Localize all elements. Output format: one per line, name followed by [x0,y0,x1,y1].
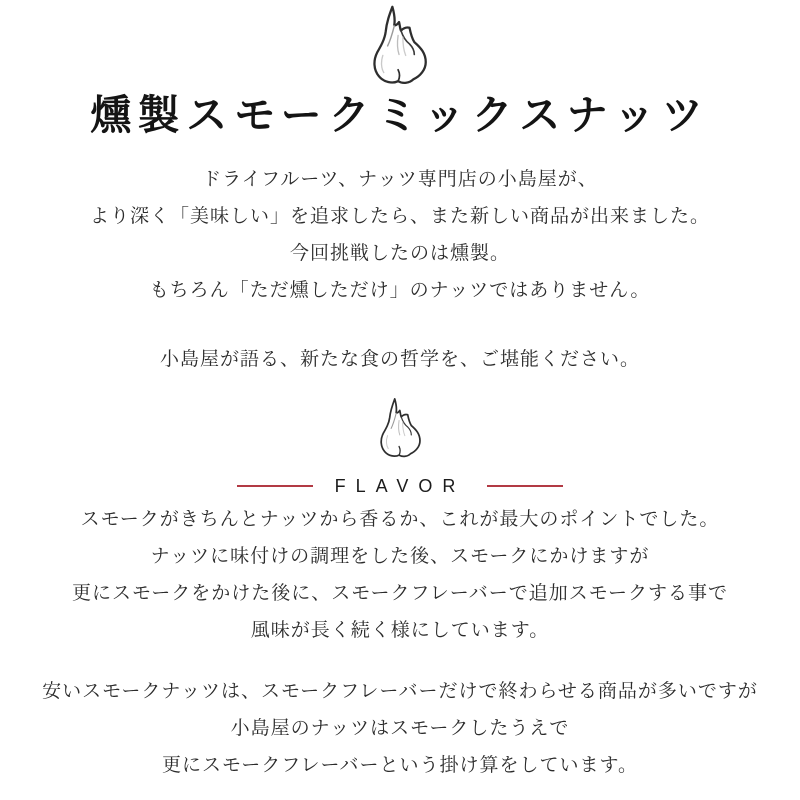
flavor-line: 小島屋のナッツはスモークしたうえで [230,718,570,739]
product-title: 燻製スモークミックスナッツ [90,92,710,138]
intro-line: より深く「美味しい」を追求したら、また新しい商品が出来ました。 [89,206,710,227]
smoke-flame-icon [0,3,800,85]
flavor-paragraph-2 [0,673,800,784]
flavor-line: 安いスモークナッツは、スモークフレーバーだけで終わらせる商品が多いですが [42,681,758,702]
intro-line: もちろん「ただ燻しただけ」のナッツではありません。 [149,280,651,301]
flavor-section-heading [0,474,800,498]
smoke-flame-icon [0,396,800,458]
flavor-line: スモークがきちんとナッツから香るか、これが最大のポイントでした。 [80,509,720,530]
flavor-line: 更にスモークフレーバーという掛け算をしています。 [161,755,638,776]
red-divider-line-right [487,485,563,487]
flavor-line: 更にスモークをかけた後に、スモークフレーバーで追加スモークする事で [71,583,728,604]
red-divider-line-left [237,485,313,487]
tagline: 小島屋が語る、新たな食の哲学を、ご堪能ください。 [159,349,640,370]
intro-line: 今回挑戦したのは燻製。 [289,243,510,264]
flavor-heading-label: FLAVOR [334,475,466,496]
flavor-line: 風味が長く続く様にしています。 [250,620,550,641]
flavor-paragraph-1 [0,501,800,649]
flavor-line: ナッツに味付けの調理をした後、スモークにかけますが [150,546,650,567]
intro-line: ドライフルーツ、ナッツ専門店の小島屋が、 [202,169,598,190]
intro-paragraph [0,161,800,309]
